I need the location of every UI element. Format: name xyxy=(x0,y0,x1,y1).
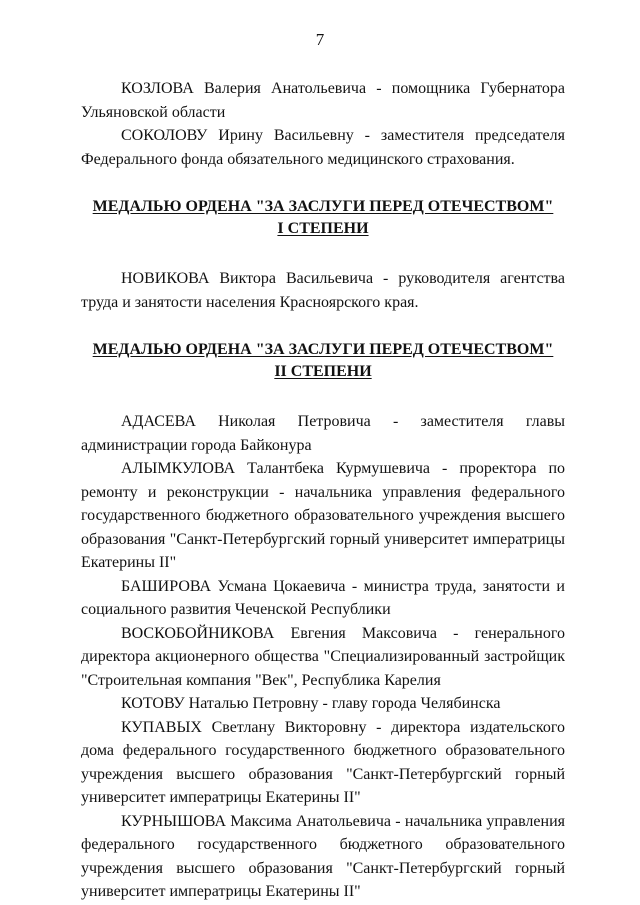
heading-degree: I СТЕПЕНИ xyxy=(277,220,369,237)
paragraph-novikov: НОВИКОВА Виктора Васильевича - руководителя агентства труда и занятости населения Красноярского края. xyxy=(81,270,565,311)
paragraph-kurnyshov: КУРНЫШОВА Максима Анатольевича - начальника управления федерального государственного бюджетного образовательного учреждения высшего образования "Санкт-Петербургский горный университет императрицы Екатерины II" xyxy=(81,812,565,900)
document-body xyxy=(81,77,565,904)
paragraph-bashirov: БАШИРОВА Усмана Цокаевича - министра труда, занятости и социального развития Чеченской Республики xyxy=(81,577,565,618)
heading-medal-1st-degree xyxy=(81,196,565,240)
heading-line: МЕДАЛЬЮ ОРДЕНА "ЗА ЗАСЛУГИ ПЕРЕД ОТЕЧЕСТВОМ" xyxy=(92,198,554,215)
paragraph-voskoboinikov: ВОСКОБОЙНИКОВА Евгения Максовича - генерального директора акционерного общества "Специализированный застройщик "Строительная компания "Век", Республика Карелия xyxy=(81,624,565,689)
paragraph-alymkulov: АЛЫМКУЛОВА Талантбека Курмушевича - проректора по ремонту и реконструкции - начальника управления федерального государственного бюджетного образовательного учреждения высшего образования "Санкт-Петербургский горный университет императрицы Екатерины II" xyxy=(81,460,565,571)
heading-degree: II СТЕПЕНИ xyxy=(274,363,372,380)
paragraph-kotova: КОТОВУ Наталью Петровну - главу города Челябинска xyxy=(121,695,501,712)
heading-line: МЕДАЛЬЮ ОРДЕНА "ЗА ЗАСЛУГИ ПЕРЕД ОТЕЧЕСТВОМ" xyxy=(92,341,554,358)
paragraph-adasev: АДАСЕВА Николая Петровича - заместителя главы администрации города Байконура xyxy=(81,413,565,454)
page-number: 7 xyxy=(315,30,325,49)
paragraph-kupavykh: КУПАВЫХ Светлану Викторовну - директора издательского дома федерального государственного бюджетного образовательного учреждения высшего образования "Санкт-Петербургский горный университет императрицы Екатерины II" xyxy=(81,718,565,806)
heading-medal-2nd-degree xyxy=(81,339,565,383)
paragraph-kozlov: КОЗЛОВА Валерия Анатольевича - помощника Губернатора Ульяновской области xyxy=(81,80,565,121)
paragraph-sokolova: СОКОЛОВУ Ирину Васильевну - заместителя председателя Федерального фонда обязательного медицинского страхования. xyxy=(81,127,565,168)
